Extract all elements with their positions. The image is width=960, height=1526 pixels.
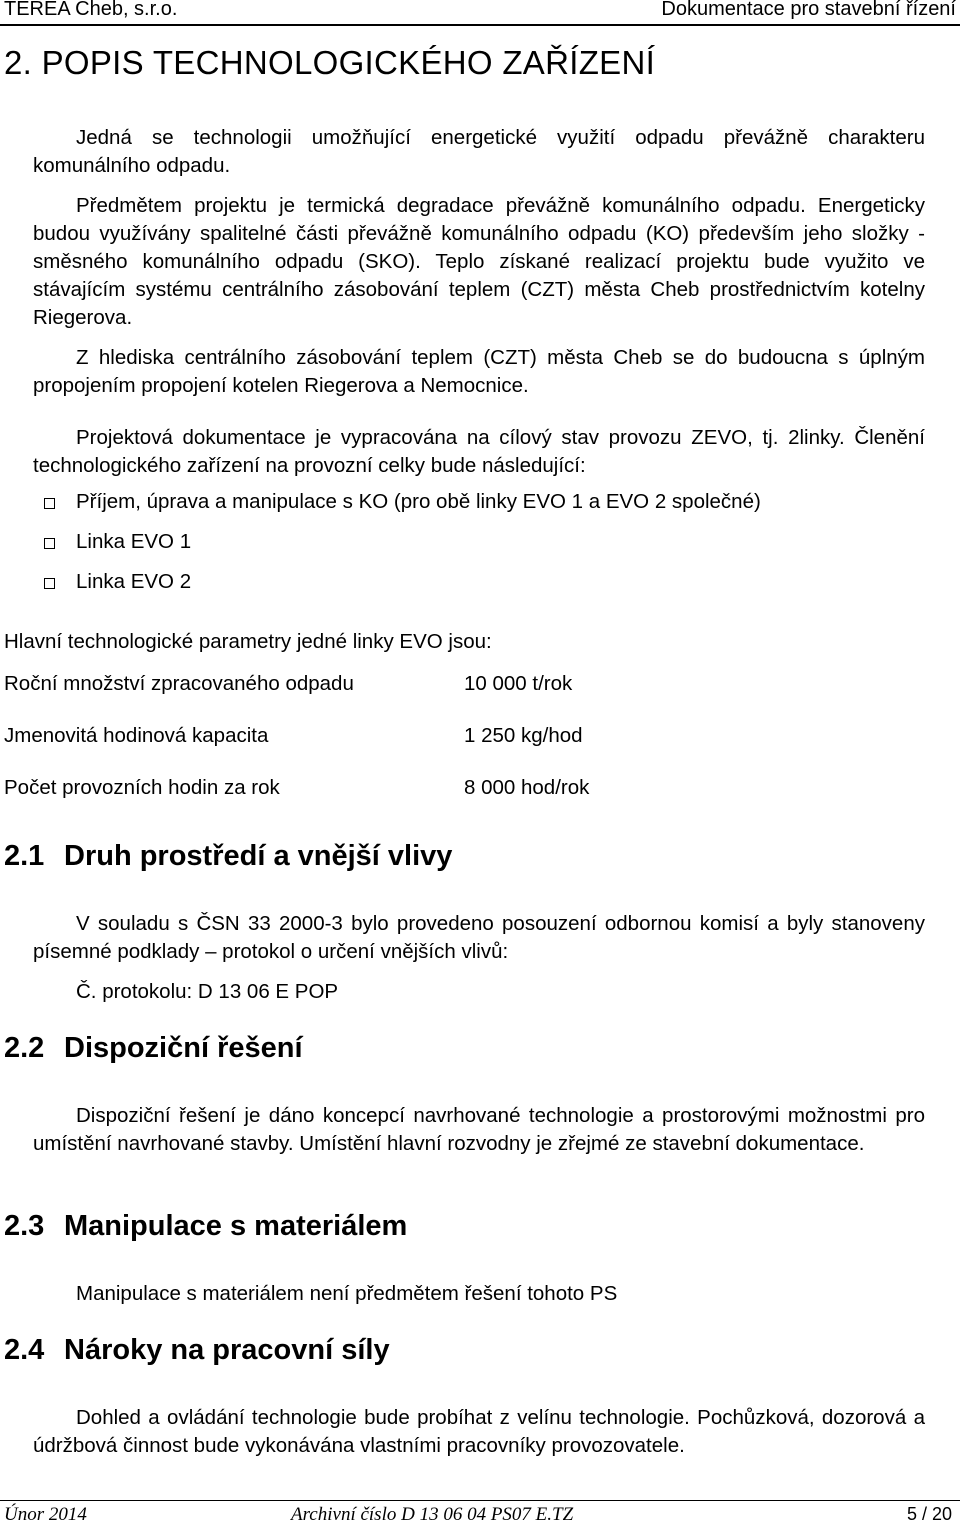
param-label: Počet provozních hodin za rok [4,776,280,799]
square-bullet-icon [44,538,55,549]
param-row [4,724,704,752]
section-text: Dohled a ovládání technologie bude probíhat z velínu technologie. Pochůzková, dozorová a údržbová činnost bude vykonávána vlastními pracovníky provozovatele. [33,1406,925,1457]
header-doc-type: Dokumentace pro stavební řízení [661,0,956,20]
param-value: 8 000 hod/rok [464,776,590,799]
paragraph-projekt: Projektová dokumentace je vypracována na cílový stav provozu ZEVO, tj. 2linky. Členění technologického zařízení na provozní celky bude následující: [33,426,925,477]
param-label: Jmenovitá hodinová kapacita [4,724,269,747]
page-header [0,0,960,24]
protocol-number: Č. protokolu: D 13 06 E POP [76,980,339,1003]
section-heading: 2.1 Druh prostředí a vnější vlivy [4,840,453,872]
param-value: 1 250 kg/hod [464,724,583,747]
section-text: V souladu s ČSN 33 2000-3 bylo provedeno posouzení odbornou komisí a byly stanoveny písemné podklady – protokol o určení vnějších vlivů: [33,912,925,963]
operating-units-list [44,488,761,608]
square-bullet-icon [44,578,55,589]
param-value: 10 000 t/rok [464,672,573,695]
section-text: Dispoziční řešení je dáno koncepcí navrhované technologie a prostorovými možnostmi pro umístění navrhované stavby. Umístění hlavní rozvodny je zřejmé ze stavební dokumentace. [33,1104,925,1155]
list-item: Příjem, úprava a manipulace s KO (pro obě linky EVO 1 a EVO 2 společné) [44,488,761,528]
param-row [4,672,704,700]
header-company: TEREA Cheb, s.r.o. [4,0,178,20]
params-intro: Hlavní technologické parametry jedné linky EVO jsou: [4,630,492,653]
section-heading: 2.2 Dispoziční řešení [4,1032,303,1064]
paragraph-subject: Předmětem projektu je termická degradace převážně komunálního odpadu. Energeticky budou využívány spalitelné části převážně komunálního odpadu (KO) především jeho složky - směsného komunálního odpadu (SKO). Teplo získané realizací projektu bude využito ve stávajícím systému centrálního zásobování teplem (CZT) města Cheb prostřednictvím kotelny Riegerova. [33,194,925,329]
footer-page-number: 5 / 20 [906,1504,952,1524]
param-label: Roční množství zpracovaného odpadu [4,672,354,695]
paragraph-intro: Jedná se technologii umožňující energetické využití odpadu převážně charakteru komunálního odpadu. [33,126,925,177]
square-bullet-icon [44,498,55,509]
header-rule [0,24,960,26]
section-heading: 2.4 Nároky na pracovní síly [4,1334,390,1366]
param-row [4,776,704,804]
footer-archive-number: Archivní číslo D 13 06 04 PS07 E.TZ [291,1504,574,1525]
section-text: Manipulace s materiálem není předmětem řešení tohoto PS [76,1282,618,1305]
page-title: 2. POPIS TECHNOLOGICKÉHO ZAŘÍZENÍ [4,44,656,81]
footer-rule [0,1500,960,1501]
list-item: Linka EVO 2 [44,568,761,608]
paragraph-czt: Z hlediska centrálního zásobování teplem (CZT) města Cheb se do budoucna s úplným propojením propojení kotelen Riegerova a Nemocnice. [33,346,925,397]
section-heading: 2.3 Manipulace s materiálem [4,1210,408,1242]
footer-date: Únor 2014 [4,1504,87,1525]
list-item: Linka EVO 1 [44,528,761,568]
